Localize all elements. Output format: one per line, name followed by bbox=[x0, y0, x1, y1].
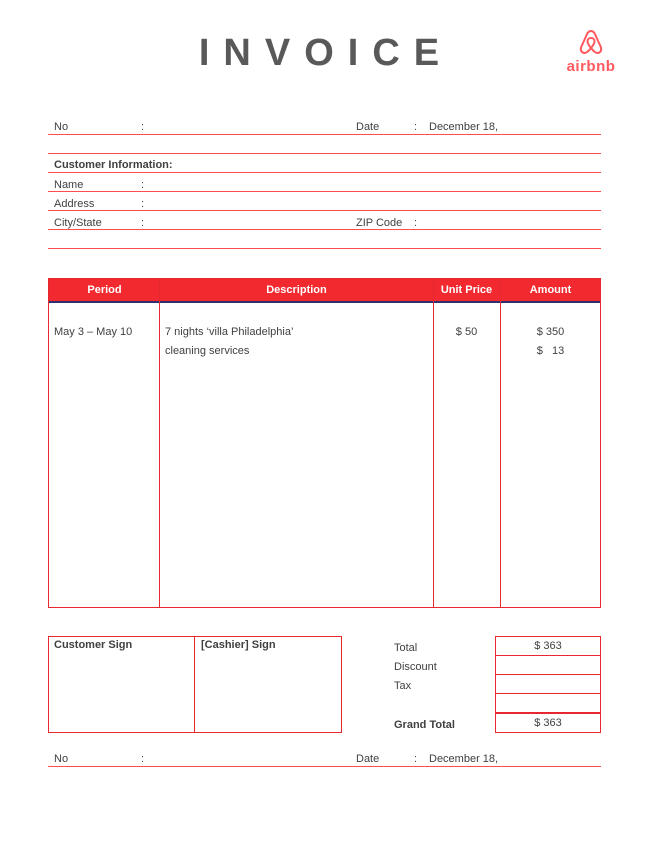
zip-code-colon: : bbox=[414, 217, 418, 229]
footer-date-colon: : bbox=[414, 753, 418, 765]
column-header-amount: Amount bbox=[529, 284, 572, 296]
footer-no-label: No bbox=[54, 753, 69, 765]
column-header-period: Period bbox=[87, 284, 122, 296]
item-description: 7 nights ‘villa Philadelphia’ bbox=[165, 326, 294, 338]
header-divider bbox=[48, 134, 601, 135]
customer-info-heading: Customer Information: bbox=[54, 159, 173, 171]
footer-divider bbox=[48, 766, 601, 767]
no-colon: : bbox=[141, 121, 145, 133]
item-unit-price: $ 50 bbox=[455, 326, 478, 338]
cashier-sign-box[interactable] bbox=[194, 636, 342, 733]
grand-total-label: Grand Total bbox=[394, 719, 455, 731]
blank-value bbox=[495, 693, 601, 713]
grand-total-value: $ 363 bbox=[495, 713, 601, 733]
column-header-description: Description bbox=[266, 284, 327, 296]
table-header bbox=[49, 279, 600, 303]
footer-date-label: Date bbox=[356, 753, 380, 765]
item-description: cleaning services bbox=[165, 345, 250, 357]
customer-sign-box[interactable] bbox=[48, 636, 195, 733]
name-label: Name bbox=[54, 179, 84, 191]
name-colon: : bbox=[141, 179, 145, 191]
total-value: $ 363 bbox=[495, 636, 601, 656]
tax-label: Tax bbox=[394, 680, 412, 692]
discount-value bbox=[495, 655, 601, 675]
invoice-title: INVOICE bbox=[198, 32, 454, 74]
total-label: Total bbox=[394, 642, 418, 654]
footer-date-value: December 18, bbox=[429, 753, 499, 765]
divider bbox=[48, 248, 601, 249]
airbnb-belo-icon bbox=[578, 28, 604, 56]
customer-sign-label: Customer Sign bbox=[54, 639, 133, 651]
date-value: December 18, bbox=[429, 121, 499, 133]
brand-name: airbnb bbox=[566, 58, 616, 75]
divider bbox=[48, 210, 601, 211]
no-label: No bbox=[54, 121, 69, 133]
item-amount: $ 13 bbox=[536, 345, 565, 357]
divider bbox=[48, 191, 601, 192]
zip-code-label: ZIP Code bbox=[356, 217, 403, 229]
item-amount: $ 350 bbox=[536, 326, 565, 338]
line-items-table bbox=[48, 278, 601, 608]
period-value: May 3 – May 10 bbox=[54, 326, 133, 338]
discount-label: Discount bbox=[394, 661, 437, 673]
address-colon: : bbox=[141, 198, 145, 210]
divider bbox=[48, 172, 601, 173]
city-state-colon: : bbox=[141, 217, 145, 229]
tax-value bbox=[495, 674, 601, 694]
city-state-label: City/State bbox=[54, 217, 102, 229]
footer-no-colon: : bbox=[141, 753, 145, 765]
date-colon: : bbox=[414, 121, 418, 133]
column-divider bbox=[159, 279, 160, 607]
address-label: Address bbox=[54, 198, 95, 210]
divider bbox=[48, 229, 601, 230]
divider bbox=[48, 153, 601, 154]
brand-logo bbox=[560, 28, 622, 75]
date-label: Date bbox=[356, 121, 380, 133]
column-header-unit-price: Unit Price bbox=[440, 284, 493, 296]
cashier-sign-label: [Cashier] Sign bbox=[201, 639, 276, 651]
